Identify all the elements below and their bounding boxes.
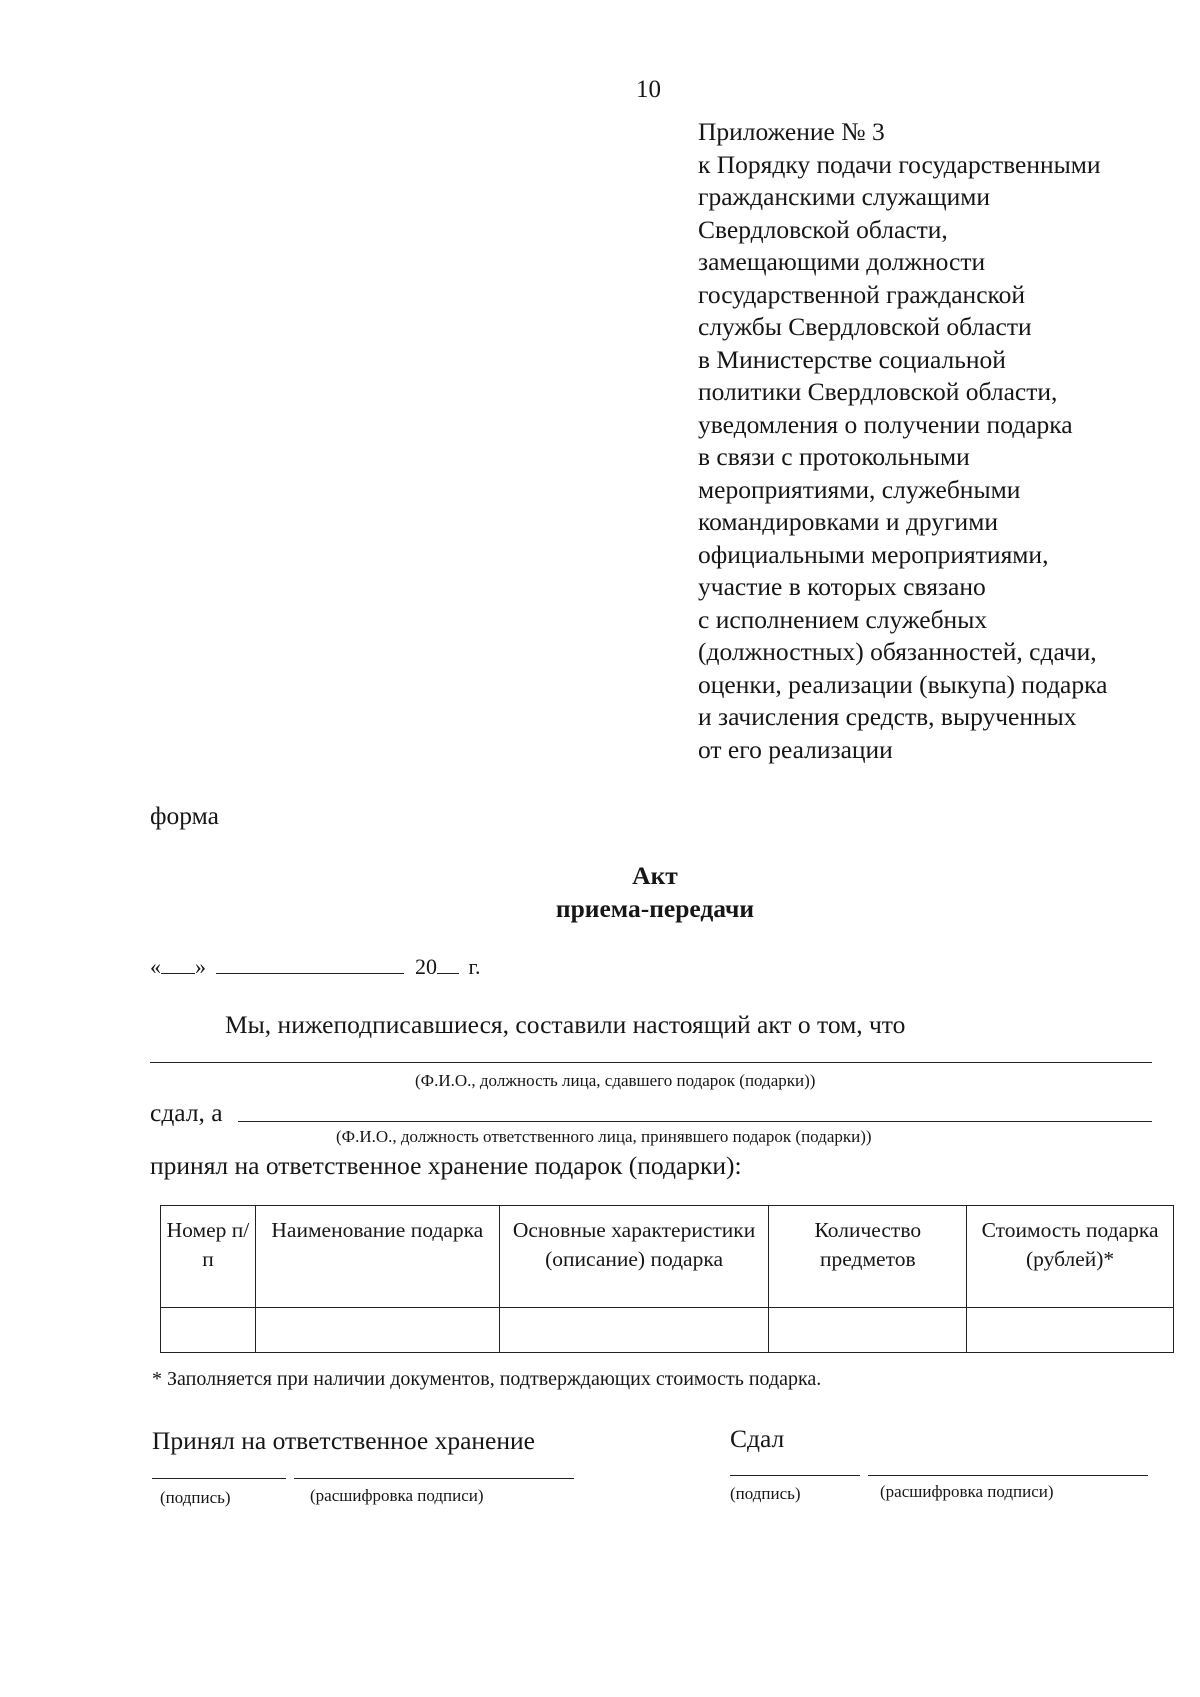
table-cell-number[interactable]: [161, 1308, 256, 1353]
receiver-signature-title: Принял на ответственное хранение: [152, 1426, 535, 1455]
document-title: Акт: [632, 861, 678, 890]
sender-signature-line[interactable]: [730, 1475, 860, 1476]
footnote: * Заполняется при наличии документов, подтверждающих стоимость подарка.: [152, 1368, 822, 1390]
document-subtitle: приема-передачи: [555, 894, 755, 923]
appendix-line: с исполнением служебных: [698, 604, 988, 634]
sender-signature-caption: (подпись): [730, 1484, 801, 1503]
receiver-signature-line[interactable]: [152, 1478, 286, 1479]
table-cell-description[interactable]: [499, 1308, 769, 1353]
receiver-caption: (Ф.И.О., должность ответственного лица, принявшего подарок (подарки)): [336, 1127, 872, 1146]
intro-text: Мы, нижеподписавшиеся, составили настоящий акт о том, что: [225, 1010, 906, 1039]
day-blank[interactable]: [161, 955, 195, 974]
appendix-line: государственной гражданской: [698, 279, 1026, 309]
appendix-line: в Министерстве социальной: [698, 344, 1006, 374]
appendix-line: к Порядку подачи государственными: [698, 149, 1101, 179]
column-header-cost: Стоимость подарка (рублей)*: [967, 1206, 1174, 1308]
table-header-row: [161, 1206, 1174, 1308]
column-header-description: Основные характеристики (описание) подарка: [499, 1206, 769, 1308]
table-cell-quantity[interactable]: [769, 1308, 967, 1353]
open-quote: «: [150, 954, 161, 979]
appendix-line: уведомления о получении подарка: [698, 409, 1073, 439]
sender-signature-title: Сдал: [730, 1424, 785, 1453]
appendix-line: оценки, реализации (выкупа) подарка: [698, 669, 1108, 699]
page-number: 10: [636, 76, 661, 103]
gift-table: [160, 1205, 1174, 1353]
sender-name-line[interactable]: [150, 1062, 1152, 1063]
appendix-line: политики Свердловской области,: [698, 377, 1058, 406]
table-cell-name[interactable]: [255, 1308, 499, 1353]
year-prefix: 20: [415, 954, 437, 979]
sender-decoding-caption: (расшифровка подписи): [880, 1482, 1054, 1501]
month-blank[interactable]: [216, 955, 404, 974]
appendix-line: официальными мероприятиями,: [698, 539, 1049, 569]
receiver-signature-caption: (подпись): [160, 1488, 231, 1507]
table-cell-cost[interactable]: [967, 1308, 1174, 1353]
appendix-line: Свердловской области,: [698, 214, 948, 244]
appendix-line: командировками и другими: [698, 507, 998, 536]
close-quote: »: [195, 954, 206, 979]
appendix-line: в связи с протокольными: [698, 442, 970, 471]
appendix-line: службы Свердловской области: [698, 312, 1032, 341]
appendix-line: участие в которых связано: [698, 572, 986, 601]
appendix-line: Приложение № 3: [698, 117, 885, 146]
appendix-line: замещающими должности: [698, 247, 986, 276]
sender-caption: (Ф.И.О., должность лица, сдавшего подарок (подарки)): [415, 1071, 816, 1090]
appendix-line: (должностных) обязанностей, сдачи,: [698, 637, 1097, 666]
appendix-line: гражданскими служащими: [698, 182, 991, 211]
date-row: [150, 954, 481, 980]
column-header-name: Наименование подарка: [255, 1206, 499, 1308]
appendix-line: от его реализации: [698, 734, 893, 764]
table-row: [161, 1308, 1174, 1353]
appendix-line: и зачисления средств, вырученных: [698, 702, 1077, 731]
receiver-name-line[interactable]: [238, 1121, 1152, 1122]
accepted-text: принял на ответственное хранение подарок (подарки):: [150, 1151, 742, 1180]
appendix-line: мероприятиями, служебными: [698, 474, 1021, 504]
receiver-decoding-caption: (расшифровка подписи): [310, 1486, 484, 1505]
sender-decoding-line[interactable]: [868, 1475, 1148, 1476]
handed-text: сдал, а: [150, 1098, 223, 1127]
appendix-block: [698, 116, 1168, 766]
year-suffix: г.: [468, 954, 481, 979]
form-label: форма: [150, 801, 219, 830]
receiver-decoding-line[interactable]: [294, 1478, 574, 1479]
column-header-number: Номер п/п: [161, 1206, 256, 1308]
year-blank[interactable]: [437, 955, 459, 974]
column-header-quantity: Количество предметов: [769, 1206, 967, 1308]
